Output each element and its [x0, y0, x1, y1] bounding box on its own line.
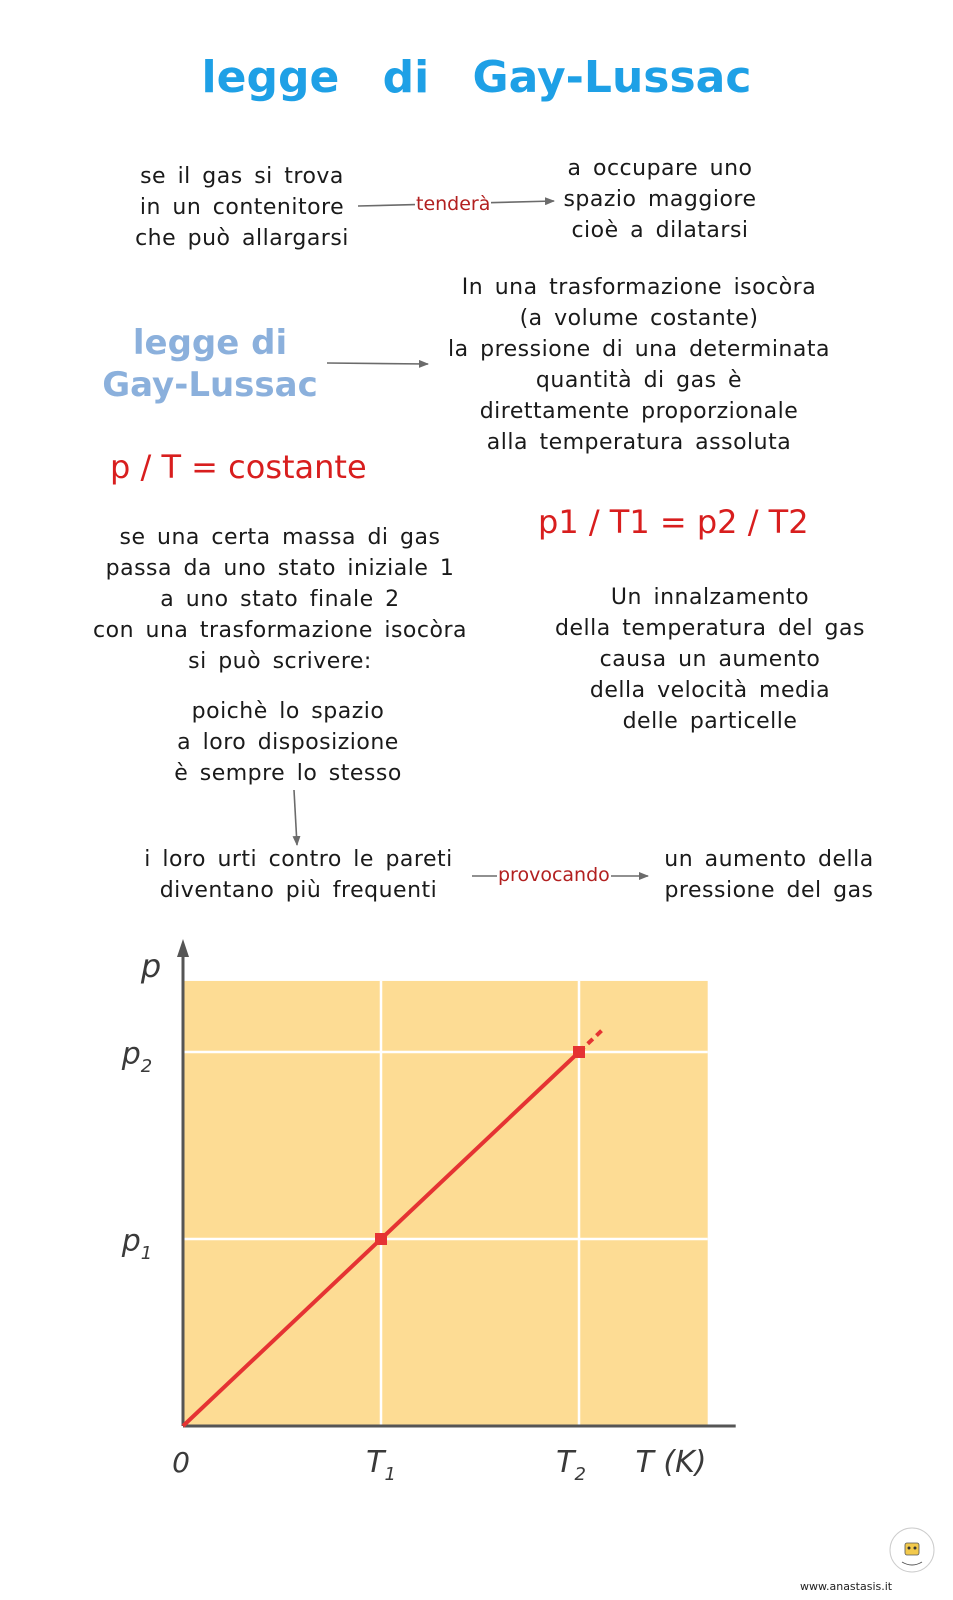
text-line: a occupare uno	[567, 156, 753, 181]
text-line: in un contenitore	[139, 195, 345, 220]
arrow-law-definition	[327, 363, 428, 364]
supermappe-logo-icon	[888, 1526, 936, 1574]
page-title: legge di Gay-Lussac	[201, 52, 752, 103]
text-line: i loro urti contro le pareti	[144, 847, 453, 872]
text-line: pressione del gas	[664, 878, 874, 903]
text-line: Un innalzamento	[610, 585, 810, 610]
formula-constant: p / T = costante	[110, 448, 367, 486]
pressure-temperature-chart	[0, 930, 953, 1510]
y-axis-label: p	[140, 946, 162, 985]
text-line: se una certa massa di gas	[119, 525, 441, 550]
text-line: diventano più frequenti	[159, 878, 438, 903]
plot-background	[183, 981, 708, 1426]
text-line: la pressione di una determinata	[448, 337, 830, 362]
text-line: passa da uno stato iniziale 1	[105, 556, 455, 581]
text-line: cioè a dilatarsi	[571, 218, 749, 243]
x-tick-label-0: 0	[172, 1446, 190, 1479]
text-line: direttamente proporzionale	[479, 399, 799, 424]
data-point-1	[375, 1233, 387, 1245]
text-line: si può scrivere:	[188, 649, 372, 674]
text-line: se il gas si trova	[140, 164, 344, 189]
connector-label-tendera: tenderà	[416, 193, 491, 215]
formula-states: p1 / T1 = p2 / T2	[538, 503, 809, 541]
y-axis-arrow-icon	[177, 939, 189, 957]
text-line: quantità di gas è	[535, 368, 743, 393]
text-line: della temperatura del gas	[555, 616, 865, 641]
x-tick-label-t2: $T_2$	[556, 1445, 586, 1485]
connector-label-provocando: provocando	[498, 864, 610, 886]
text-line: della velocità media	[589, 678, 831, 703]
law-name-line: legge di	[132, 323, 288, 363]
text-line: spazio maggiore	[563, 187, 757, 212]
text-line: è sempre lo stesso	[174, 761, 402, 786]
law-name-line: Gay-Lussac	[102, 365, 318, 405]
text-line: a uno stato finale 2	[160, 587, 400, 612]
text-line: delle particelle	[622, 709, 798, 734]
y-tick-label-p2: $p_2$	[121, 1037, 153, 1077]
x-tick-label-t1: $T_1$	[366, 1445, 396, 1485]
data-point-2	[573, 1046, 585, 1058]
text-line: causa un aumento	[599, 647, 821, 672]
site-credit: www.anastasis.it	[800, 1580, 893, 1593]
text-line: con una trasformazione isocòra	[93, 618, 467, 643]
text-line: che può allargarsi	[135, 226, 349, 251]
arrow-space-collisions	[294, 790, 297, 845]
text-line: (a volume costante)	[519, 306, 759, 331]
y-tick-label-p1: $p_1$	[121, 1224, 153, 1264]
text-line: a loro disposizione	[177, 730, 399, 755]
x-axis-label: T (K)	[635, 1445, 707, 1480]
text-line: alla temperatura assoluta	[486, 430, 792, 455]
text-line: poichè lo spazio	[191, 699, 385, 724]
text-line: In una trasformazione isocòra	[461, 275, 817, 300]
text-line: un aumento della	[664, 847, 874, 872]
